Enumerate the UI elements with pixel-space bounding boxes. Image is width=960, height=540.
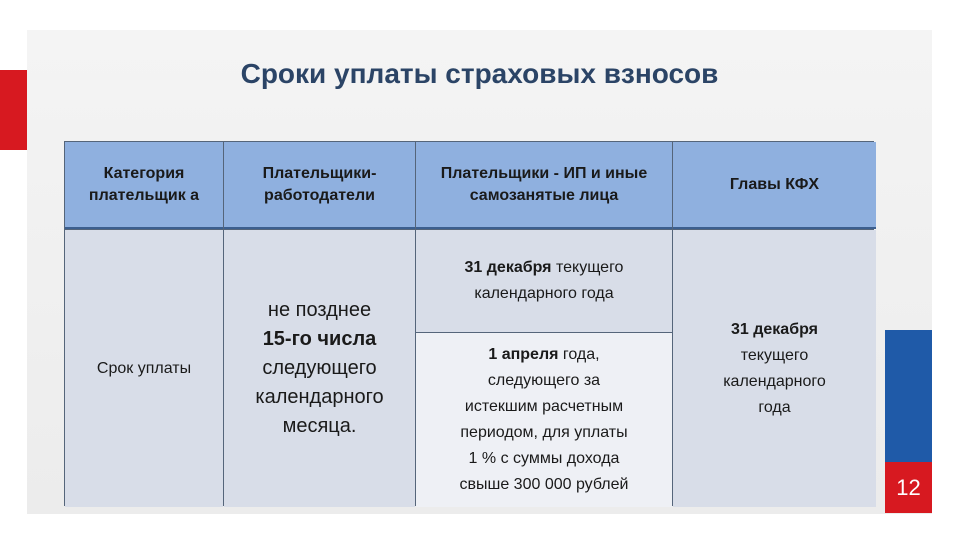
kfh-line-3: календарного	[723, 372, 826, 390]
ip-deadline-2-cell	[416, 333, 672, 507]
header-employers	[224, 142, 415, 229]
ip-deadline-1-bold: 31 декабря	[464, 259, 552, 276]
employers-deadline-text	[255, 296, 383, 441]
page-number-badge	[885, 462, 932, 513]
employers-line-5: месяца.	[282, 415, 357, 437]
slide-title: Сроки уплаты страховых взносов	[240, 58, 719, 89]
employers-deadline-cell	[224, 230, 415, 507]
ip-deadline-1-rest2: календарного года	[474, 285, 614, 302]
ip-deadline-1-cell	[416, 230, 672, 332]
ip-deadline-2-rest1: года,	[558, 346, 600, 363]
kfh-deadline-cell	[673, 230, 876, 507]
left-red-accent	[0, 70, 27, 150]
ip-deadline-2-line3: истекшим расчетным	[464, 398, 624, 415]
header-employers-text: Плательщики-работодатели	[262, 164, 377, 204]
row-label: Срок уплаты	[96, 359, 192, 377]
kfh-bold: 31 декабря	[731, 320, 818, 338]
employers-line-4: календарного	[255, 386, 384, 408]
ip-deadline-2-line4: периодом, для уплаты	[460, 424, 628, 441]
header-ip	[416, 142, 672, 229]
row-label-cell	[65, 230, 223, 507]
employers-line-1: не позднее	[267, 299, 372, 321]
header-ip-text: Плательщики - ИП и иные самозанятые лица	[440, 164, 648, 204]
kfh-line-2: текущего	[740, 346, 809, 364]
ip-deadline-2-text	[460, 342, 629, 498]
kfh-line-4: года	[758, 398, 791, 416]
ip-deadline-1-text	[465, 255, 624, 307]
ip-deadline-2-line5: 1 % с суммы дохода	[468, 450, 620, 467]
ip-deadline-2-line6: свыше 300 000 рублей	[459, 476, 629, 493]
ip-deadline-2-line2: следующего за	[487, 372, 601, 389]
header-category-text: Категория плательщик а	[88, 164, 200, 204]
page-number: 12	[896, 474, 921, 500]
header-kfh	[673, 142, 876, 229]
ip-deadline-1-rest1: текущего	[551, 259, 624, 276]
employers-bold: 15-го числа	[262, 328, 377, 350]
header-kfh-text: Главы КФХ	[729, 175, 820, 193]
ip-deadline-2-bold: 1 апреля	[488, 346, 559, 363]
header-category	[65, 142, 223, 229]
employers-line-3: следующего	[262, 357, 377, 379]
right-blue-accent	[885, 330, 932, 462]
kfh-deadline-text	[723, 317, 826, 421]
payment-deadlines-table	[64, 141, 874, 506]
